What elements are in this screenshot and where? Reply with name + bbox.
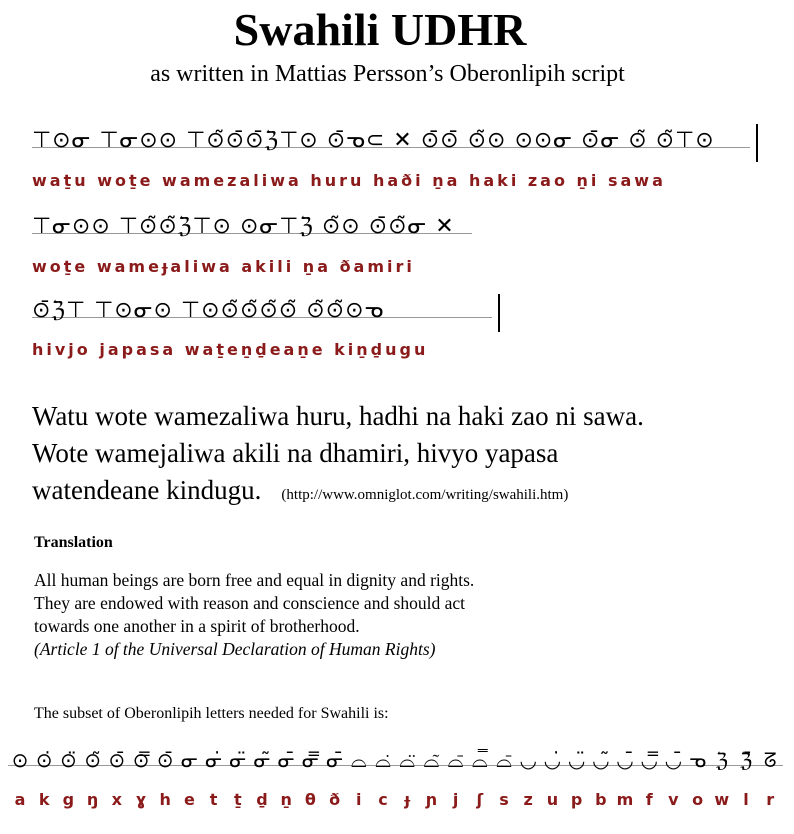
alphabet-letter: θ (304, 790, 316, 809)
alphabet-glyph-row (8, 745, 788, 785)
page-subtitle: as written in Mattias Persson’s Oberonlipih script (150, 61, 625, 87)
alphabet-glyph: ᓂ (180, 748, 198, 772)
swahili-line-3-text: watendeane kindugu. (32, 475, 262, 505)
alphabet-glyph: ᓂ̄ (277, 748, 295, 772)
alphabet-glyph: ᓂ̄ (326, 748, 344, 772)
alphabet-glyph: ⌓̄ (496, 748, 512, 772)
alphabet-letter: ḏ (256, 790, 268, 809)
source-reference: (http://www.omniglot.com/writing/swahili.htm) (281, 487, 569, 503)
page-title: Swahili UDHR (233, 4, 527, 55)
alphabet-letter: ɟ (404, 790, 410, 809)
alphabet-glyph: ◡̇ (543, 748, 562, 772)
alphabet-glyph: ℨ̄ (739, 748, 753, 772)
alphabet-glyph: ⌓̄ (447, 748, 464, 772)
alphabet-glyph: ⌓̇ (375, 748, 391, 772)
alphabet-letter: ð (329, 790, 341, 809)
script-glyphs: ⊤⊙ᓂ ⊤ᓂ⊙⊙ ⊤⊙̃⊙̄⊙̄ℨ⊤⊙ ⊙̄ᓀ⊂ ✕ ⊙̄⊙̄ ⊙̃⊙ ⊙⊙ᓂ ⊙̄ᓂ ⊙̃ ⊙̃⊤⊙ (32, 128, 715, 153)
alphabet-glyph: ⊙ (11, 748, 29, 772)
alphabet-letter: ṯ (233, 790, 242, 809)
alphabet-letter: v (668, 790, 679, 809)
alphabet-letter: u (546, 790, 559, 809)
script-glyphs: ⊤ᓂ⊙⊙ ⊤⊙̃⊙̃ℨ⊤⊙ ⊙ᓂ⊤ℨ ⊙̃⊙ ⊙̄⊙̃ᓂ ✕ (32, 214, 455, 239)
alphabet-letter: ṉ (280, 790, 292, 809)
translation-line-2: They are endowed with reason and conscience and should act (34, 593, 466, 613)
alphabet-letter: p (570, 790, 583, 809)
translation-body (34, 569, 594, 661)
alphabet-letter: z (523, 790, 533, 809)
alphabet-letter: o (692, 790, 704, 809)
sentence-end-bar (498, 294, 500, 332)
swahili-line-1: Watu wote wamezaliwa huru, hadhi na haki zao ni sawa. (32, 401, 644, 431)
alphabet-letter: m (616, 790, 634, 809)
transliteration-line-3: hivjo japasa waṯeṉḏeaṉe kiṉḏugu (32, 340, 429, 359)
alphabet-glyph: ᓂ̇ (205, 748, 223, 772)
script-line-1 (32, 126, 772, 172)
alphabet-letter-row (8, 790, 788, 812)
transliteration-line-1: waṯu woṯe wamezaliwa huru haði ṉa haki zao ṉi sawa (32, 171, 666, 190)
alphabet-glyph: ◡̈ (567, 748, 586, 772)
alphabet-glyph: ᓂ̃ (253, 748, 271, 772)
alphabet-letter: w (714, 790, 730, 809)
alphabet-glyph: ᓀ (689, 748, 707, 772)
script-line-2 (32, 212, 492, 258)
alphabet-glyph: ℨ (715, 748, 728, 772)
alphabet-glyph: ◡̄ (664, 748, 683, 772)
sentence-end-bar (756, 124, 758, 162)
alphabet-glyph: ⊙̈ (60, 748, 77, 772)
alphabet-letter: r (766, 790, 775, 809)
translation-line-3: towards one another in a spirit of brotherhood. (34, 616, 360, 636)
script-line-3 (32, 296, 512, 342)
swahili-text (32, 398, 792, 514)
alphabet-letter: c (378, 790, 388, 809)
alphabet-glyph: ◡̄ (616, 748, 634, 772)
alphabet-glyph: ᓂ̈ (229, 748, 247, 772)
alphabet-letter: g (62, 790, 75, 809)
translation-line-1: All human beings are born free and equal in dignity and rights. (34, 570, 475, 590)
alphabet-letter: t (209, 790, 218, 809)
alphabet-letter: x (111, 790, 122, 809)
alphabet-glyph: ⊙̿ (132, 748, 150, 772)
translation-heading: Translation (34, 534, 113, 551)
alphabet-glyph: ⌓ (350, 748, 367, 772)
alphabet-glyph: ᘔ (763, 748, 777, 772)
subset-label: The subset of Oberonlipih letters needed for Swahili is: (34, 705, 389, 722)
alphabet-letter: f (645, 790, 653, 809)
translation-citation: (Article 1 of the Universal Declaration of Human Rights) (34, 639, 436, 659)
alphabet-glyph: ◡̿ (640, 748, 658, 772)
transliteration-line-2: woṯe wameɟaliwa akili ṉa ðamiri (32, 257, 415, 276)
alphabet-letter: e (183, 790, 195, 809)
alphabet-glyph: ⌓̿ (471, 748, 488, 772)
alphabet-glyph: ᓂ̿ (301, 748, 319, 772)
alphabet-glyph: ⌓̃ (423, 748, 440, 772)
swahili-line-3 (32, 472, 792, 514)
alphabet-glyph: ⊙̃ (84, 748, 101, 772)
alphabet-letter: h (159, 790, 171, 809)
alphabet-letter: s (499, 790, 509, 809)
alphabet-glyph: ◡̃ (592, 748, 610, 772)
alphabet-glyph: ⌓̈ (399, 748, 416, 772)
alphabet-letter: ŋ (86, 790, 99, 809)
alphabet-letter: ʃ (476, 790, 484, 809)
alphabet-letter: l (743, 790, 749, 809)
alphabet-letter: i (356, 790, 362, 809)
alphabet-letter: b (595, 790, 607, 809)
script-glyphs: ⊙̄ℨ⊤ ⊤⊙ᓂ⊙ ⊤⊙⊙̃⊙̃⊙̃⊙̃ ⊙̃⊙̃⊙ᓀ (32, 298, 385, 323)
alphabet-glyph: ⊙̄ (156, 748, 174, 772)
alphabet-letter: a (14, 790, 26, 809)
alphabet-glyph: ⊙̇ (35, 748, 53, 772)
alphabet-letter: j (452, 790, 459, 809)
alphabet-glyph: ◡ (519, 748, 537, 772)
swahili-line-2: Wote wamejaliwa akili na dhamiri, hivyo yapasa (32, 438, 559, 468)
alphabet-letter: ɣ (135, 790, 147, 809)
alphabet-letter: k (38, 790, 50, 809)
alphabet-letter: ɲ (425, 790, 438, 809)
alphabet-glyph: ⊙̄ (108, 748, 126, 772)
